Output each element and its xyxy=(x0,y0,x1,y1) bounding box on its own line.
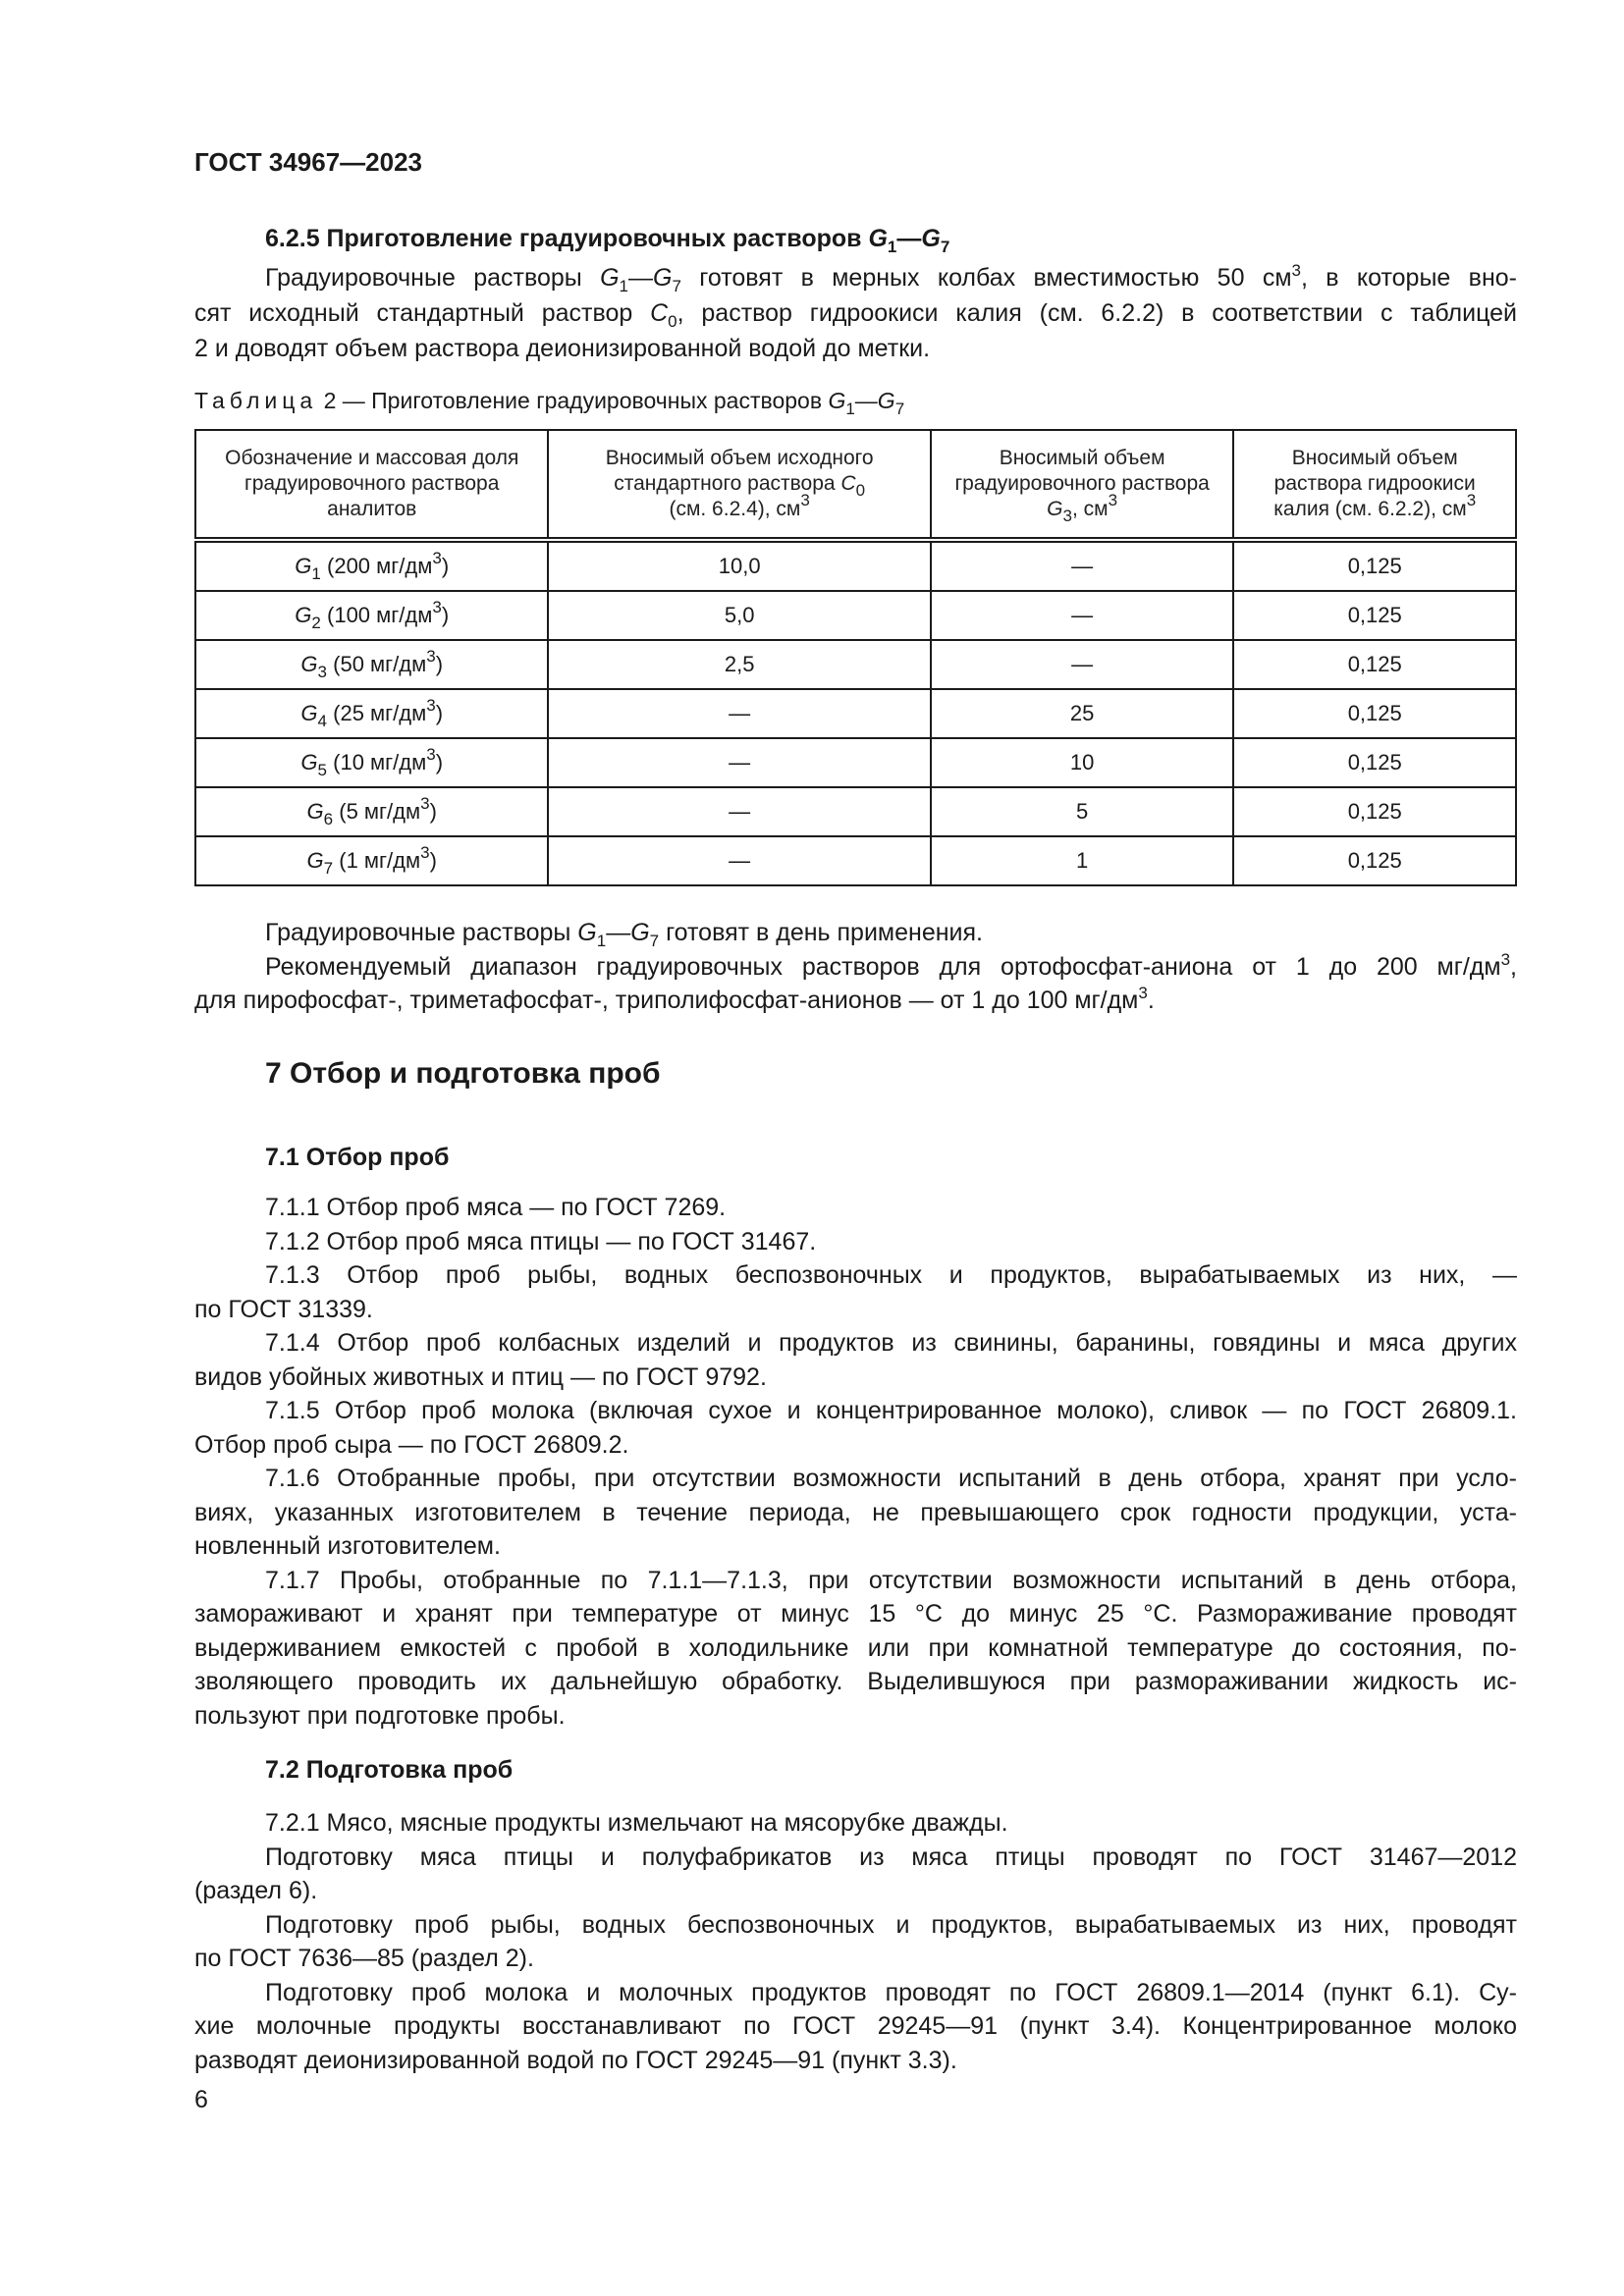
table-row xyxy=(195,836,1516,885)
header-line xyxy=(932,471,1233,497)
text-line xyxy=(194,1258,1517,1293)
text-run: (см. 6.2.4), см xyxy=(669,498,801,520)
solution-designation-cell xyxy=(195,787,548,836)
table-row xyxy=(195,540,1516,591)
header-line xyxy=(196,471,547,497)
text-run: G xyxy=(877,388,895,413)
column-header xyxy=(548,430,930,540)
text-run: градуировочного раствора xyxy=(954,472,1210,495)
text-line xyxy=(194,1874,1517,1908)
text-run: ) xyxy=(429,848,437,873)
text-run: C xyxy=(650,299,669,327)
text-run: Отбор проб сыра — по ГОСТ 26809.2. xyxy=(194,1430,629,1459)
text-run: 7 xyxy=(940,238,950,256)
text-run: 3 xyxy=(432,549,442,567)
header-line xyxy=(1234,446,1515,471)
volume-cell: — xyxy=(548,787,930,836)
solution-designation-cell xyxy=(195,836,548,885)
volume-cell: 0,125 xyxy=(1233,540,1516,591)
paragraph xyxy=(194,1191,1517,1225)
text-run: по ГОСТ 7636—85 (раздел 2). xyxy=(194,1945,534,1972)
text-run: 3 xyxy=(426,745,436,764)
header-line xyxy=(549,491,929,522)
table-row xyxy=(195,591,1516,640)
text-run: 3 xyxy=(1108,491,1118,509)
section-7-1-heading: 7.1 Отбор проб xyxy=(265,1144,450,1171)
solution-designation-cell xyxy=(195,591,548,640)
column-header xyxy=(1233,430,1516,540)
text-line xyxy=(194,1942,1517,1976)
volume-cell: — xyxy=(931,640,1234,689)
text-run: G xyxy=(1047,498,1063,520)
text-run: G xyxy=(300,701,318,725)
header-line xyxy=(1234,491,1515,522)
text-run: выдерживанием емкостей с пробой в холодильнике или при комнатной температуре до состояния, по- xyxy=(194,1633,1517,1662)
header-line xyxy=(932,446,1233,471)
text-run: хие молочные продукты восстанавливают по ГОСТ 29245—91 (пункт 3.4). Концентрированное молоко xyxy=(194,2012,1517,2040)
text-run: G xyxy=(300,750,318,774)
header-line xyxy=(549,471,929,500)
table-header-row xyxy=(195,430,1516,540)
text-run: ) xyxy=(441,603,450,627)
text-run: 7.1.1 Отбор проб мяса — по ГОСТ 7269. xyxy=(265,1194,727,1221)
volume-cell: 25 xyxy=(931,689,1234,738)
text-line xyxy=(194,950,1517,985)
text-run: 7.1.3 Отбор проб рыбы, водных беспозвоночных и продуктов, вырабатываемых из них, — xyxy=(265,1261,1517,1289)
text-line xyxy=(194,1976,1517,2010)
table-body xyxy=(195,540,1516,885)
volume-cell: 0,125 xyxy=(1233,689,1516,738)
text-run: Обозначение и массовая доля xyxy=(225,447,519,469)
text-run: Таблица xyxy=(194,388,318,413)
text-run: 2 и доводят объем раствора деионизированной водой до метки. xyxy=(194,335,931,362)
text-line xyxy=(194,1908,1517,1943)
volume-cell: — xyxy=(548,836,930,885)
paragraph xyxy=(194,1225,1517,1259)
table-caption xyxy=(194,384,1517,418)
paragraph xyxy=(194,1462,1517,1564)
header-line xyxy=(932,491,1233,525)
text-run: (1 мг/дм xyxy=(333,848,421,873)
text-run: , xyxy=(1510,952,1517,981)
document-header: ГОСТ 34967—2023 xyxy=(194,147,422,177)
text-run: Вносимый объем xyxy=(999,447,1165,469)
volume-cell: 10 xyxy=(931,738,1234,787)
text-run: , в которые вно- xyxy=(1300,264,1517,292)
text-line xyxy=(194,1631,1517,1666)
text-run: (5 мг/дм xyxy=(333,799,421,824)
text-run: 2 — Приготовление градуировочных растворов xyxy=(317,388,829,413)
text-line xyxy=(194,295,1517,331)
volume-cell: — xyxy=(548,738,930,787)
text-run: 6.2.5 Приготовление градуировочных растворов xyxy=(265,225,869,252)
text-run: (25 мг/дм xyxy=(327,701,427,725)
paragraph xyxy=(194,950,1517,1018)
volume-cell: — xyxy=(548,689,930,738)
text-run: G xyxy=(577,919,597,946)
text-run: зволяющего проводить их дальнейшую обработку. Выделившуюся при размораживании жидкость ис- xyxy=(194,1668,1517,1695)
text-run: Рекомендуемый диапазон градуировочных растворов для ортофосфат-аниона от 1 до 200 мг/дм xyxy=(265,952,1501,981)
text-line xyxy=(194,1361,1517,1395)
text-run: — xyxy=(854,388,878,413)
text-run: G xyxy=(921,225,941,252)
volume-cell: — xyxy=(931,591,1234,640)
text-line xyxy=(194,1428,1517,1463)
text-run: 4 xyxy=(317,712,328,730)
paragraph xyxy=(194,1564,1517,1734)
volume-cell: 1 xyxy=(931,836,1234,885)
text-run: G xyxy=(600,264,620,292)
text-line xyxy=(194,2044,1517,2078)
text-run: замораживают и хранят при температуре от минус 15 °С до минус 25 °С. Размораживание проводят xyxy=(194,1600,1517,1628)
paragraph xyxy=(194,1258,1517,1326)
solution-designation-cell xyxy=(195,540,548,591)
text-run: , см xyxy=(1071,498,1109,520)
text-run: Вносимый объем xyxy=(1291,447,1458,469)
text-run: виях, указанных изготовителем в течение периода, не превышающего срок годности продукции, уста- xyxy=(194,1498,1517,1526)
volume-cell: 0,125 xyxy=(1233,787,1516,836)
text-run: G xyxy=(653,264,673,292)
text-run: G xyxy=(295,603,312,627)
text-run: Подготовку проб рыбы, водных беспозвоночных и продуктов, вырабатываемых из них, проводят xyxy=(265,1910,1517,1939)
text-run: 7.1.5 Отбор проб молока (включая сухое и концентрированное молоко), сливок — по ГОСТ 26809.1. xyxy=(265,1397,1517,1424)
text-line xyxy=(194,1394,1517,1428)
text-line xyxy=(194,1225,1517,1259)
text-run: . xyxy=(1147,987,1155,1014)
text-line xyxy=(194,1326,1517,1361)
section-7-2-text xyxy=(194,1806,1517,2077)
text-run: (100 мг/дм xyxy=(320,603,433,627)
section-6-2-5-text xyxy=(194,260,1517,366)
text-run: G xyxy=(295,554,312,578)
text-run: G xyxy=(306,799,324,824)
page-number: 6 xyxy=(194,2086,208,2113)
text-run: G xyxy=(300,652,318,676)
text-run: 3 xyxy=(1062,507,1072,525)
text-run: 7 xyxy=(649,932,660,950)
text-run: ) xyxy=(435,750,444,774)
solution-designation-cell xyxy=(195,689,548,738)
text-line xyxy=(194,1293,1517,1327)
paragraph xyxy=(194,1841,1517,1908)
text-line xyxy=(194,1564,1517,1598)
text-run: готовят в мерных колбах вместимостью 50 см xyxy=(680,264,1292,292)
text-line xyxy=(194,1665,1517,1699)
calibration-table xyxy=(194,429,1517,886)
text-run: 3 xyxy=(1500,949,1511,969)
text-run: G xyxy=(630,919,650,946)
text-run: Вносимый объем исходного xyxy=(605,447,874,469)
header-line xyxy=(196,497,547,522)
text-line xyxy=(194,916,1517,950)
text-run: (10 мг/дм xyxy=(327,750,427,774)
text-run: 3 xyxy=(1138,984,1148,1002)
text-run: 7.1.7 Пробы, отобранные по 7.1.1—7.1.3, при отсутствии возможности испытаний в день отбора, xyxy=(265,1566,1517,1594)
table-row xyxy=(195,787,1516,836)
text-run: — xyxy=(628,264,654,292)
column-header xyxy=(195,430,548,540)
section-6-2-5-heading xyxy=(194,222,1517,256)
volume-cell: 5 xyxy=(931,787,1234,836)
text-run: разводят деионизированной водой по ГОСТ 29245—91 (пункт 3.3). xyxy=(194,2046,957,2074)
text-run: , раствор гидроокиси калия (см. 6.2.2) в соответствии с таблицей xyxy=(677,299,1517,327)
text-line xyxy=(194,331,1517,366)
text-run: — xyxy=(896,225,922,252)
text-run: Градуировочные растворы xyxy=(265,919,578,946)
text-run: — xyxy=(606,919,631,946)
text-line xyxy=(194,2009,1517,2044)
text-run: G xyxy=(828,388,846,413)
text-run: видов убойных животных и птиц — по ГОСТ 9792. xyxy=(194,1362,767,1391)
text-run: (200 мг/дм xyxy=(320,554,433,578)
text-run: 7 xyxy=(672,277,681,295)
text-run: 5 xyxy=(317,761,328,779)
section-7-2-heading: 7.2 Подготовка проб xyxy=(265,1756,514,1784)
solution-designation-cell xyxy=(195,738,548,787)
volume-cell: 0,125 xyxy=(1233,738,1516,787)
text-run: 3 xyxy=(420,843,430,862)
text-run: 7 xyxy=(323,859,334,878)
text-run: 3 xyxy=(800,491,810,509)
text-run: калия (см. 6.2.2), см xyxy=(1273,498,1467,520)
text-run: G xyxy=(868,225,888,252)
text-run: Подготовку мяса птицы и полуфабрикатов из мяса птицы проводят по ГОСТ 31467—2012 xyxy=(265,1842,1517,1871)
text-line xyxy=(194,1806,1517,1841)
text-run: сят исходный стандартный раствор xyxy=(194,299,651,327)
text-line xyxy=(194,1496,1517,1530)
text-run: пользуют при подготовке пробы. xyxy=(194,1701,566,1730)
text-run: 3 xyxy=(432,598,442,616)
paragraph xyxy=(194,1326,1517,1394)
text-run: 3 xyxy=(426,696,436,715)
table-row xyxy=(195,689,1516,738)
paragraph xyxy=(194,1908,1517,1976)
volume-cell: 2,5 xyxy=(548,640,930,689)
volume-cell: 0,125 xyxy=(1233,591,1516,640)
text-line xyxy=(194,1462,1517,1496)
text-run: 3 xyxy=(420,794,430,813)
text-run: 7.1.6 Отобранные пробы, при отсутствии возможности испытаний в день отбора, хранят при усло- xyxy=(265,1465,1517,1492)
section-7-1-text xyxy=(194,1191,1517,1733)
volume-cell: 0,125 xyxy=(1233,836,1516,885)
text-run: Подготовку проб молока и молочных продуктов проводят по ГОСТ 26809.1—2014 (пункт 6.1). Су- xyxy=(265,1978,1517,2006)
solution-designation-cell xyxy=(195,640,548,689)
text-run: (раздел 6). xyxy=(194,1877,318,1904)
text-run: 7.1.2 Отбор проб мяса птицы — по ГОСТ 31467. xyxy=(265,1227,817,1255)
volume-cell: 5,0 xyxy=(548,591,930,640)
text-run: Градуировочные растворы xyxy=(265,264,601,292)
text-run: 0 xyxy=(668,312,677,331)
text-run: ) xyxy=(435,652,444,676)
text-run: 1 xyxy=(596,932,607,950)
text-run: ) xyxy=(429,799,437,824)
text-run: (50 мг/дм xyxy=(327,652,427,676)
volume-cell: — xyxy=(931,540,1234,591)
text-run: 3 xyxy=(317,663,328,681)
text-run: по ГОСТ 31339. xyxy=(194,1295,373,1323)
after-table-text xyxy=(194,916,1517,1018)
text-run: 3 xyxy=(426,647,436,666)
volume-cell: 10,0 xyxy=(548,540,930,591)
text-run: аналитов xyxy=(327,498,417,520)
text-run: C xyxy=(840,472,856,495)
text-run: 7 xyxy=(894,400,905,418)
section-7-heading: 7 Отбор и подготовка проб xyxy=(265,1057,661,1090)
text-run: для пирофосфат-, триметафосфат-, триполифосфат-анионов — от 1 до 100 мг/дм xyxy=(194,987,1139,1014)
text-run: новленный изготовителем. xyxy=(194,1532,501,1560)
text-run: 7.2.1 Мясо, мясные продукты измельчают на мясорубке дважды. xyxy=(265,1809,1008,1837)
text-run: раствора гидроокиси xyxy=(1273,472,1476,495)
paragraph xyxy=(194,916,1517,950)
header-line xyxy=(549,446,929,471)
text-run: готовят в день применения. xyxy=(659,919,983,946)
text-line xyxy=(194,1841,1517,1875)
text-run: 7.1.4 Отбор проб колбасных изделий и продуктов из свинины, баранины, говядины и мяса других xyxy=(265,1329,1517,1357)
paragraph xyxy=(194,260,1517,366)
column-header xyxy=(931,430,1234,540)
text-run: 6 xyxy=(323,810,334,828)
paragraph xyxy=(194,1806,1517,1841)
paragraph xyxy=(194,1976,1517,2078)
text-run: 3 xyxy=(1291,261,1301,280)
text-run: градуировочного раствора xyxy=(244,472,500,495)
text-run: 2 xyxy=(311,614,321,632)
volume-cell: 0,125 xyxy=(1233,640,1516,689)
text-run: стандартного раствора xyxy=(614,472,841,495)
text-line xyxy=(194,1699,1517,1734)
text-run: ) xyxy=(435,701,444,725)
table-row xyxy=(195,738,1516,787)
text-run: G xyxy=(306,848,324,873)
text-run: 3 xyxy=(1466,491,1477,509)
text-line xyxy=(194,1529,1517,1564)
text-run: 1 xyxy=(311,564,321,583)
table-row xyxy=(195,640,1516,689)
text-run: 1 xyxy=(887,238,897,256)
header-line xyxy=(196,446,547,471)
text-line xyxy=(194,260,1517,295)
text-line xyxy=(194,984,1517,1018)
text-run: ) xyxy=(441,554,450,578)
paragraph xyxy=(194,1394,1517,1462)
text-run: 1 xyxy=(845,400,855,418)
text-run: 1 xyxy=(619,277,629,295)
text-run: 0 xyxy=(855,481,866,500)
text-line xyxy=(194,1597,1517,1631)
text-line xyxy=(194,1191,1517,1225)
